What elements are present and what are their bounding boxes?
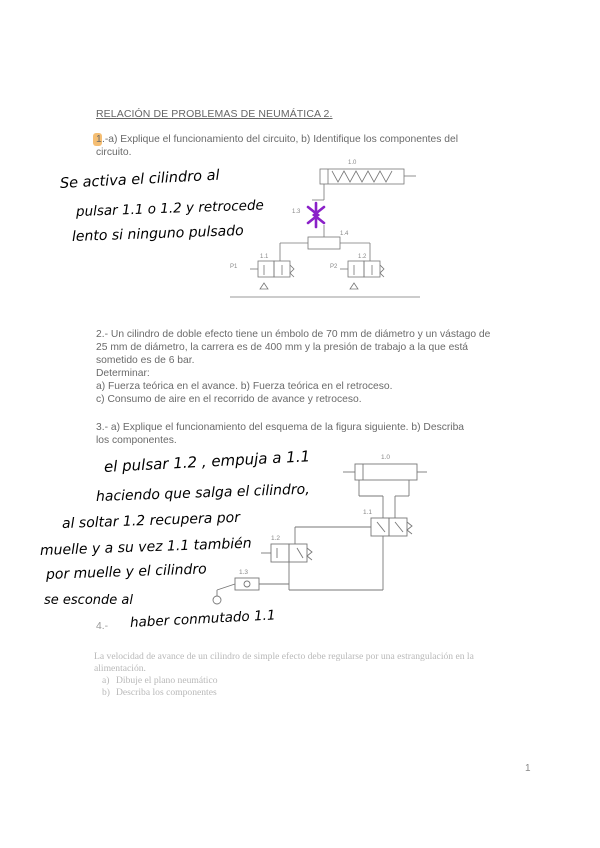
q1-label-1-3: 1.3	[292, 209, 301, 215]
q1-label-p1: P1	[230, 264, 238, 270]
q3-label-1-3: 1.3	[239, 569, 249, 576]
q1-label-1-0: 1.0	[348, 160, 357, 166]
q1-circuit-diagram	[220, 155, 440, 305]
q1-label-1-1: 1.1	[260, 254, 269, 260]
page-number: 1	[525, 763, 531, 774]
q4-item-b: Describa los componentes	[116, 687, 217, 698]
q4-item-a: Dibuje el plano neumático	[116, 675, 218, 686]
q1-label-1-2: 1.2	[358, 254, 367, 260]
q4-line1: La velocidad de avance de un cilindro de simple efecto debe regularse por una estrangulación en la	[94, 651, 474, 662]
q1-answer-line3: lento si ninguno pulsado	[71, 223, 244, 245]
q3-line1: 3.- a) Explique el funcionamiento del esquema de la figura siguiente. b) Describa	[96, 422, 465, 433]
q1-text-line1: .-a) Explique el funcionamiento del circuito, b) Identifique los componentes del	[102, 134, 459, 145]
q3-answer-line3: al soltar 1.2 recupera por	[61, 509, 241, 532]
q2-line6: c) Consumo de aire en el recorrido de avance y retroceso.	[96, 394, 362, 405]
q3-line2: los componentes.	[96, 435, 177, 446]
q4-item-b-marker: b)	[102, 687, 110, 698]
q3-label-1-0: 1.0	[381, 454, 391, 461]
q3-answer-line5: por muelle y el cilindro	[45, 561, 207, 583]
q1-answer-line1: Se activa el cilindro al	[59, 167, 220, 192]
purple-pen-mark	[308, 203, 324, 227]
page-title: RELACIÓN DE PROBLEMAS DE NEUMÁTICA 2.	[96, 108, 333, 120]
q1-number: 1	[96, 134, 102, 145]
q1-text-line2: circuito.	[96, 147, 132, 158]
q3-answer-line6: se esconde al	[44, 593, 133, 608]
q3-label-1-2: 1.2	[271, 535, 281, 542]
q1-label-1-4: 1.4	[340, 231, 349, 237]
q2-line2: 25 mm de diámetro, la carrera es de 400 mm y la presión de trabajo a la que está	[96, 342, 469, 353]
q3-answer-line1: el pulsar 1.2 , empuja a 1.1	[103, 447, 311, 476]
q1-answer-line2: pulsar 1.1 o 1.2 y retrocede	[75, 197, 265, 220]
q4-line2: alimentación.	[94, 663, 146, 674]
q3-answer-line7: haber conmutado 1.1	[129, 607, 276, 631]
q2-line1: 2.- Un cilindro de doble efecto tiene un émbolo de 70 mm de diámetro y un vástago de	[96, 329, 491, 340]
q1-label-p2: P2	[330, 264, 338, 270]
q4-number: 4.-	[96, 621, 109, 632]
q3-circuit-diagram	[205, 450, 445, 610]
q3-answer-line2: haciendo que salga el cilindro,	[95, 481, 310, 505]
q4-item-a-marker: a)	[102, 675, 110, 686]
q3-label-1-1: 1.1	[363, 509, 373, 516]
q2-line3: sometido es de 6 bar.	[96, 355, 195, 366]
q3-answer-line4: muelle y a su vez 1.1 también	[39, 535, 252, 559]
q2-line4: Determinar:	[96, 368, 150, 379]
q2-line5: a) Fuerza teórica en el avance. b) Fuerza teórica en el retroceso.	[96, 381, 393, 392]
